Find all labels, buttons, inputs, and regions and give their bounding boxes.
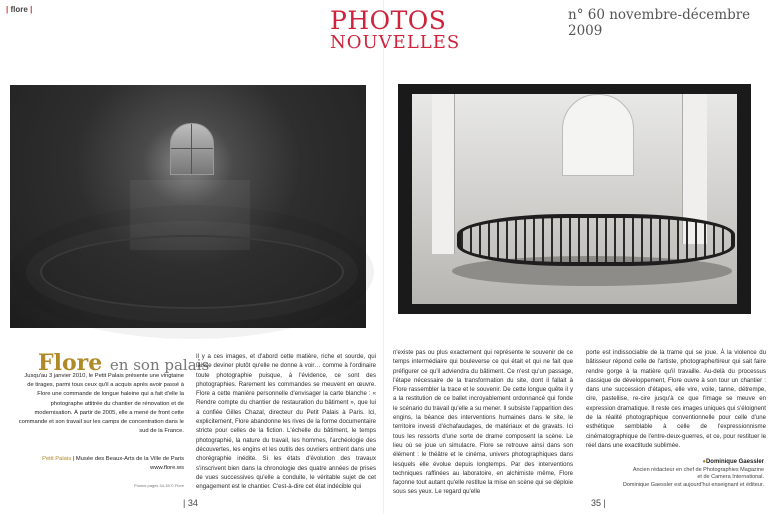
photo-rotunda-dark xyxy=(10,85,366,328)
masthead-line1: PHOTOS xyxy=(330,6,447,35)
author-bio-2: et de Camera International. xyxy=(697,474,764,480)
page-number-right: 35 | xyxy=(591,498,606,508)
body-column-2: n'existe pas ou plus exactement qui représente le souvenir de ce temps intermédiaire qui bouleverse ce qui était et qui ne fait que préfigurer ce qu'il adviendra du bâtiment. Ce n'est qu'un passage, l'étape nécessaire de la transformation du site, dont il fallait à Flore rassembler la trace et le souvenir. De cette longue quête il y a la restitution de ce ballet incroyablement ordonnancé qui fonde le scénario du travail qu'elle a su mener. Il subsiste l'apparition des engins, la béance des interventions humaines dans le site, le territoire investi d'échafaudages, de matériaux et de gravats. Ici tous les ressorts d'une sorte de drame composent la scène. Le lieu où se joue un simulacre. Flore se retrouve ainsi dans son élément : le théâtre et le cinéma, univers photographiques dans lesquels elle évolue depuis longtemps. Par des interventions techniques raffinées au laboratoire, en alchimiste même, Flore façonne tout autant qu'elle restitue la mise en scène qui se déploie sous ses yeux. Le regard qu'elle xyxy=(393,349,573,496)
window-shape xyxy=(170,123,214,175)
page-gutter xyxy=(383,0,384,514)
author-bio-1: Ancien rédacteur en chef de Photographies Magazine xyxy=(632,466,764,473)
page-number-left: | 34 xyxy=(183,498,198,508)
masthead xyxy=(330,6,461,53)
author-bio-3: Dominique Gaessler est aujourd'hui enseignant et éditeur. xyxy=(622,481,764,488)
venue-url: www.flore.ws xyxy=(150,465,184,471)
body-column-3: porte est indissociable de la trame qui se joue. À la violence du bâtisseur répond celle de l'artiste, photographe/tireur qui sait faire rendre gorge à la matière qu'il travaille. Au-delà du processus classique de développement, Flore ouvre à son tour un chantier : dans une succession d'étapes, elle vire, voile, tanne, détrempe, cire, pastellise, re-cire jusqu'à ce que l'image se meuve en expression dramatique. Il reste ces images uniques qui s'éloignent de la réalité photographique conventionnelle pour celle d'une esthétique semblable à celle de l'expressionnisme cinématographique de l'entre-deux-guerres, et ce, pour restituer le réel dans une exactitude sublimée. xyxy=(586,349,766,449)
venue-credit xyxy=(18,455,184,473)
floor-rings xyxy=(40,235,344,309)
author-name: ● Dominique Gaessler xyxy=(586,459,764,467)
masthead-line2: NOUVELLES xyxy=(330,32,461,53)
venue-name: Petit Palais xyxy=(42,456,72,462)
title-main: Flore xyxy=(38,350,103,376)
issue-label: n° 60 novembre-décembre 2009 xyxy=(568,7,751,39)
photo-staircase-railing xyxy=(398,84,751,314)
photo-credit: Photos pages 34-35 © Flore xyxy=(133,483,184,488)
arched-window xyxy=(562,94,634,176)
wrought-iron-railing xyxy=(457,214,735,266)
body-column-1: Il y a ces images, et d'abord cette matière, riche et sourde, qui laisse deviner plutôt qu'elle ne donne à voir… comme à l'ordinaire toute photographie puisque, à l'évidence, ce sont des photographies. Rarement les commandes se meuvent en œuvre. Flore a cette manière personnelle d'envisager la carte blanche : « Rendre compte du chantier de restauration du bâtiment », que lui a confiée Gilles Chazal, directeur du Petit Palais à Paris. Ici, explicitement, Flore abandonne les rives de la forme documentaire stricte pour celles de la fiction. L'échelle du bâtiment, le temps photographié, la nature du travail, les hommes, l'archéologie des découvertes, les engins et les outils des ouvriers entrent dans une chorégraphie inédite. Si les états d'évolution des travaux s'inscrivent bien dans la chronologie des quatre années de prises de vues successives qu'elle a conduite, le véritable sujet de cet engagement est le chantier. C'est-à-dire cet état indécible qui xyxy=(196,353,376,491)
article-intro: Jusqu'au 3 janvier 2010, le Petit Palais présente une vingtaine de tirages, parmi tous ceux qu'il a acquis après avoir passé à Flore une commande de longue haleine qui a fait d'elle la photographe attitrée du chantier de rénovation et de modernisation. À partir de 2005, elle a mené de front cette commande et son travail sur les camps de concentration dans le sud de la France. xyxy=(18,373,184,435)
title-rest: en son palais xyxy=(109,356,210,374)
author-signature xyxy=(586,459,764,489)
section-tag: | flore | xyxy=(6,5,33,14)
venue-rest: | Musée des Beaux-Arts de la Ville de Paris xyxy=(72,456,184,462)
